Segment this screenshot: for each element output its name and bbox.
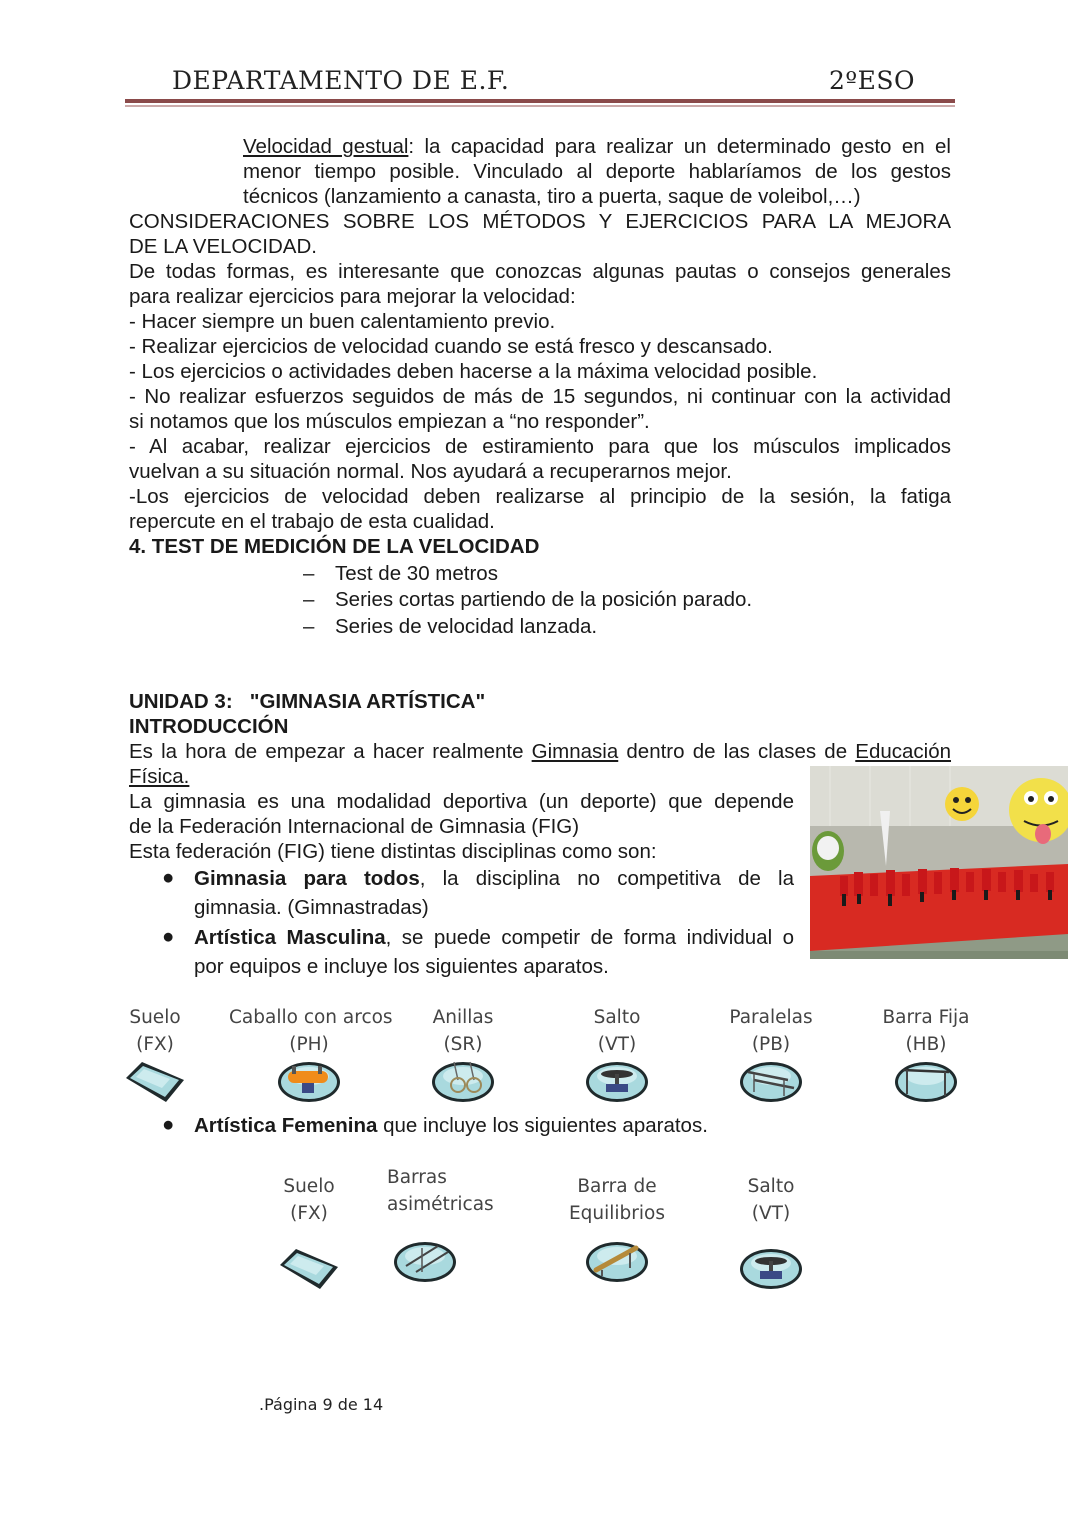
velocidad-gestual-line1 [243,134,951,159]
unidad-p2-line2: de la Federación Internacional de Gimnasia (FIG) [129,815,580,838]
masculina-apparatus-code: (PH) [289,1034,329,1055]
femenina-apparatus-label [387,1164,547,1218]
test-dash-3: – [303,615,315,638]
femenina-apparatus-code: asimétricas [387,1194,494,1215]
femenina-apparatus-name: Barra de [577,1176,657,1197]
masculina-apparatus-name: Anillas [432,1007,494,1028]
femenina-apparatus-label [229,1173,389,1227]
masculina-apparatus-code: (VT) [597,1034,637,1055]
header-rule-thin [125,105,955,107]
bullet-1-line2: gimnasia. (Gimnastradas) [194,896,429,919]
masculina-apparatus-label [229,1004,393,1058]
test-item-2: Series cortas partiendo de la posición parado. [335,588,753,611]
link-fisica[interactable]: Física. [129,765,190,788]
test-title: 4. TEST DE MEDICIÓN DE LA VELOCIDAD [129,535,540,558]
high-bar-icon [893,1058,959,1106]
femenina-apparatus-code: (VT) [751,1203,791,1224]
bullet-2-rest: , se puede competir de forma individual o [385,926,794,949]
link-educacion[interactable]: Educación [855,740,952,763]
pommel-horse-icon [276,1058,342,1106]
bullet-2-bold: Artística Masculina [194,926,386,949]
vault-icon [584,1058,650,1106]
bullet-3-rest: que incluye los siguientes aparatos. [377,1114,708,1137]
masculina-apparatus-label [691,1004,851,1058]
consejo-5b: vuelvan a su situación normal. Nos ayudará a recuperarnos mejor. [129,460,732,483]
masculina-apparatus-name: Caballo con arcos [229,1007,393,1028]
test-dash-2: – [303,588,315,611]
consejo-1: - Hacer siempre un buen calentamiento previo. [129,310,556,333]
consejo-4a: - No realizar esfuerzos seguidos de más de 15 segundos, ni continuar con la actividad [129,385,951,408]
consejo-4b: si notamos que los músculos empiezan a “no responder”. [129,410,650,433]
consideraciones-title-2: DE LA VELOCIDAD. [129,235,317,258]
header-rule [125,99,955,103]
velocidad-gestual-term: Velocidad gestual [243,135,409,158]
vault-icon [738,1245,804,1293]
bullet-dot-1: ● [162,866,175,889]
bullet-3-bold: Artística Femenina [194,1114,378,1137]
femenina-apparatus-label [537,1173,697,1227]
bullet-2-line1 [194,925,794,950]
gymnastics-team-photo [810,766,1068,959]
masculina-apparatus-label [846,1004,1006,1058]
parallel-bars-icon [738,1058,804,1106]
masculina-apparatus-label [75,1004,235,1058]
consideraciones-intro-2: para realizar ejercicios para mejorar la velocidad: [129,285,576,308]
uneven-bars-icon [392,1238,458,1286]
femenina-apparatus-code: (FX) [290,1203,328,1224]
femenina-apparatus-name: Barras [387,1167,447,1188]
test-item-1: Test de 30 metros [335,562,498,585]
bullet-dot-2: ● [162,925,175,948]
rings-icon [430,1058,496,1106]
femenina-apparatus-label [691,1173,851,1227]
velocidad-gestual-line2: menor tiempo posible. Vinculado al deporte hablaríamos de los gestos [243,160,951,183]
bullet-1-line1 [194,866,794,891]
balance-beam-icon [584,1238,650,1286]
page-number: .Página 9 de 14 [259,1395,384,1414]
consejo-6a: -Los ejercicios de velocidad deben realizarse al principio de la sesión, la fatiga [129,485,951,508]
velocidad-gestual-text: : la capacidad para realizar un determinado gesto en el [408,135,951,158]
femenina-apparatus-name: Salto [747,1176,795,1197]
consejo-5a: - Al acabar, realizar ejercicios de estiramiento para que los músculos implicados [129,435,951,458]
masculina-apparatus-name: Suelo [129,1007,181,1028]
bullet-1-bold: Gimnasia para todos [194,867,420,890]
floor-icon [122,1058,188,1106]
masculina-apparatus-label [383,1004,543,1058]
unidad-p1-line1 [129,739,951,764]
bullet-2-line2: por equipos e incluye los siguientes aparatos. [194,955,609,978]
masculina-apparatus-name: Barra Fija [882,1007,970,1028]
test-item-3: Series de velocidad lanzada. [335,615,598,638]
introduccion-title: INTRODUCCIÓN [129,715,289,738]
unidad-p3: Esta federación (FIG) tiene distintas disciplinas como son: [129,840,657,863]
bullet-3-line1 [194,1113,708,1138]
unidad-p1-a: Es la hora de empezar a hacer realmente [129,740,532,763]
consejo-6b: repercute en el trabajo de esta cualidad. [129,510,495,533]
header-course: 2ºESO [829,66,916,95]
masculina-apparatus-name: Salto [593,1007,641,1028]
test-dash-1: – [303,562,315,585]
header-department: DEPARTAMENTO DE E.F. [172,66,510,95]
velocidad-gestual-line3: técnicos (lanzamiento a canasta, tiro a puerta, saque de voleibol,…) [243,185,861,208]
masculina-apparatus-label [537,1004,697,1058]
bullet-dot-3: ● [162,1113,175,1136]
masculina-apparatus-code: (HB) [905,1034,947,1055]
consideraciones-title-1: CONSIDERACIONES SOBRE LOS MÉTODOS Y EJERCICIOS PARA LA MEJORA [129,210,951,233]
floor-icon [276,1245,342,1293]
masculina-apparatus-code: (PB) [751,1034,791,1055]
consejo-3: - Los ejercicios o actividades deben hacerse a la máxima velocidad posible. [129,360,818,383]
unidad-p1-b: dentro de las clases de [618,740,856,763]
masculina-apparatus-code: (FX) [136,1034,174,1055]
consejo-2: - Realizar ejercicios de velocidad cuando se está fresco y descansado. [129,335,773,358]
unidad-title: UNIDAD 3: "GIMNASIA ARTÍSTICA" [129,690,486,713]
bullet-1-rest: , la disciplina no competitiva de la [419,867,795,890]
masculina-apparatus-code: (SR) [443,1034,483,1055]
femenina-apparatus-code: Equilibrios [568,1203,666,1224]
link-gimnasia[interactable]: Gimnasia [531,740,619,763]
femenina-apparatus-name: Suelo [283,1176,335,1197]
consideraciones-intro-1: De todas formas, es interesante que conozcas algunas pautas o consejos generales [129,260,951,283]
masculina-apparatus-name: Paralelas [729,1007,813,1028]
unidad-p2-line1: La gimnasia es una modalidad deportiva (un deporte) que depende [129,790,794,813]
